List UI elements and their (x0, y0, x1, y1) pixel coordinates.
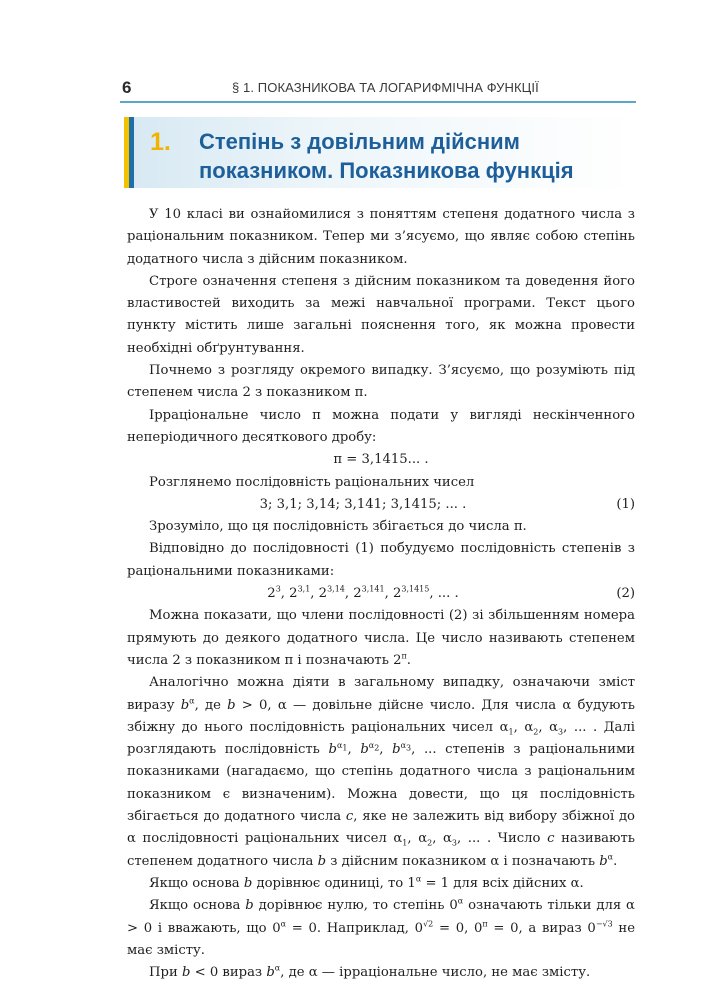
exp: 3,1 (297, 584, 311, 594)
p11f-text: = 0, а вираз 0 (493, 920, 596, 936)
p11d-text: = 0. Наприклад, 0 (291, 920, 424, 936)
formula-1-text: 3; 3,1; 3,14; 3,141; 3,1415; ... . (259, 496, 467, 512)
body-text (127, 204, 635, 984)
p11c-text: означають тільки для α > 0 і вважають, що 0 (127, 898, 635, 936)
p9i-text: з дійсним показником α і позначають (330, 853, 596, 869)
p9c-text: > 0, α — довільне дійсне число. Для числа α будують збіжну до нього послідовність раціональних чисел α (127, 697, 635, 735)
p9d-text: Далі розглядають послідовність (127, 719, 635, 758)
p12a-text: При (149, 965, 178, 981)
p11g-text: не має змісту. (127, 920, 636, 958)
p10a-text: Якщо основа (149, 875, 240, 891)
formula-2-text: $2^3$, 2$^{3,1}$, 2$^{3,14}$, 2$^{3,141}$, $2^{3,1415}$, ... . (267, 584, 459, 602)
paragraph: Якщо основа b дорівнює нулю, то степінь $0^\alpha$ означають тільки для α > 0 і вважають, що $0^\alpha = 0$. Наприклад, $0^{√2} = 0$, $0^\pi = 0$, а вираз $0^{-√3}$ не має змісту. (127, 896, 636, 958)
formula-1 (127, 494, 635, 516)
section-title (199, 127, 629, 185)
paragraph: Аналогічно можна діяти в загальному випадку, означаючи зміст виразу $b^\alpha$, де b > 0, α — довільне дійсне число. Для числа α будують збіжну до нього послідовність раціональних чисел $\alpha_1$, $\alpha_2$, $\alpha_3$, ... . Далі розглядають послідовність $b^{\alpha_1}$, $b^{\alpha_2}$, $b^{\alpha_3}$, ... степенів з раціональними показниками (нагадаємо, що степінь додатного числа з раціональним показником є визначеним). Можна довести, що ця послідовність збігається до додатного числа c, яке не залежить від вибору збіжної до α послідовності раціональних чисел $\alpha_1$, $\alpha_2$, $\alpha_3$, ... . Число c називають степенем додатного числа b з дійсним показником α і позначають $b^\alpha$. (127, 675, 635, 869)
exp: 3,1415 (401, 584, 430, 594)
section-title-line1: Степінь з довільним дійсним (199, 129, 520, 154)
paragraph: Строге означення степеня з дійсним показником та доведення його властивостей виходить за межі навчальної програми. Текст цього пункту містить лише загальні пояснення того, як можна провести необхідні обґрунтування. (127, 273, 635, 356)
formula-2-number: (2) (616, 586, 635, 602)
p10c-text: = 1 для всіх дійсних α. (425, 875, 584, 891)
section-number: 1. (150, 128, 171, 156)
header-rule (120, 101, 636, 103)
exp: 3 (275, 584, 281, 594)
p11b-text: дорівнює нулю, то степінь 0 (258, 898, 458, 914)
section-title-line2: показником. Показникова функція (199, 158, 574, 183)
paragraph: Якщо основа b дорівнює одиниці, то $1^\alpha = 1$ для всіх дійсних α. (149, 874, 584, 891)
paragraph: Можна показати, що члени послідовності (2) зі збільшенням номера прямують до деякого додатного числа. Це число називають степенем числа 2 з показником π і позначають $2^\pi$. (127, 608, 635, 668)
p9b-text: , де (194, 697, 221, 713)
p12b-text: < 0 вираз (194, 965, 263, 981)
p9f-text: , яке не залежить від вибору збіжної до α послідовності раціональних чисел α (127, 809, 635, 847)
paragraph: У 10 класі ви ознайомилися з поняттям степеня додатного числа з раціональним показником. Тепер ми з’ясуємо, що являє собою степінь додатного числа з дійсним показником. (127, 207, 635, 267)
exp: 3,141 (361, 584, 385, 594)
formula-1-number: (1) (616, 496, 635, 512)
p9e-text: , ... степенів з раціональними показниками (нагадаємо, що степінь додатного числа з раціональним показником є визначеним). Можна довести, що ця послідовність збігається до додатного числа (127, 742, 635, 825)
p10b-text: дорівнює одиниці, то 1 (256, 875, 416, 891)
p9g-text: Число (497, 831, 541, 847)
p11a-text: Якщо основа (149, 898, 241, 914)
p8-text: Можна показати, що члени послідовності (2) зі збільшенням номера прямують до деякого додатного числа. Це число називають степенем числа 2 з показником π і позначають 2 (127, 608, 635, 668)
p12c-text: , де α — ірраціональне число, не має змісту. (280, 965, 591, 981)
p9-text: Аналогічно можна діяти в загальному випадку, означаючи зміст виразу (127, 675, 635, 713)
paragraph: Відповідно до послідовності (1) побудуємо послідовність степенів з раціональними показниками: (127, 541, 635, 579)
paragraph: Почнемо з розгляду окремого випадку. З’ясуємо, що розуміють під степенем числа 2 з показником π. (127, 363, 635, 401)
formula-2 (127, 583, 635, 605)
formula-pi (127, 449, 635, 471)
p11e-text: = 0, 0 (438, 920, 483, 936)
exp: 3,14 (327, 584, 345, 594)
paragraph: Ірраціональне число π можна подати у вигляді нескінченного неперіодичного десяткового дробу: (127, 407, 635, 445)
page-number: 6 (122, 78, 132, 97)
paragraph: Розглянемо послідовність раціональних чисел (149, 474, 475, 490)
paragraph: Зрозуміло, що ця послідовність збігається до числа π. (149, 519, 527, 535)
paragraph: При b < 0 вираз $b^\alpha$, де α — ірраціональне число, не має змісту. (149, 963, 591, 981)
title-bar-blue (129, 117, 134, 188)
formula-pi-text: π = 3,1415... . (333, 452, 429, 468)
running-head: § 1. ПОКАЗНИКОВА ТА ЛОГАРИФМІЧНА ФУНКЦІЇ (232, 80, 539, 95)
p9h-text: називають степенем додатного числа (127, 831, 635, 869)
